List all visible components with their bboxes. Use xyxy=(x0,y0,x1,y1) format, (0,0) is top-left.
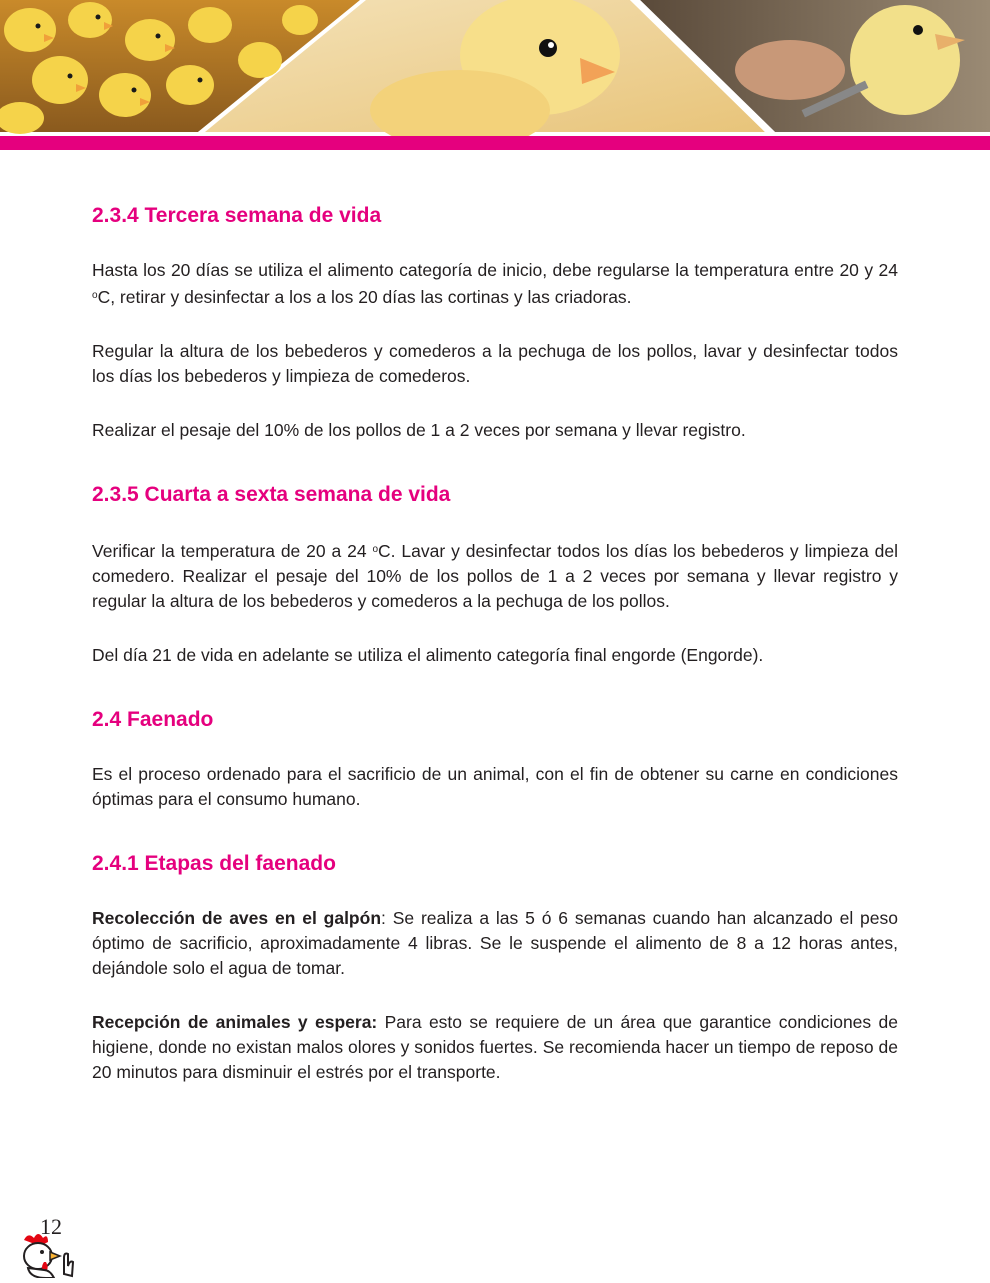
header-banner xyxy=(0,0,990,152)
paragraph xyxy=(92,906,898,981)
paragraph: Del día 21 de vida en adelante se utiliza el alimento categoría final engorde (Engorde). xyxy=(92,645,764,665)
section-heading-2-3-5: 2.3.5 Cuarta a sexta semana de vida xyxy=(92,483,451,506)
degree-sign: o xyxy=(92,290,98,301)
chicks-photo-banner xyxy=(0,0,990,152)
paragraph xyxy=(92,537,898,614)
paragraph xyxy=(92,258,898,310)
degree-sign: o xyxy=(372,544,379,555)
text-run: C. Lavar y desinfectar todos los días los bebederos y limpieza del comedero. Realizar el pesaje del 10% de los pollos de 1 a 2 veces por semana y llevar registro y regular la altura de los bebederos y comederos a la pechuga de los pollos. xyxy=(92,541,898,611)
section-heading-2-3-4: 2.3.4 Tercera semana de vida xyxy=(92,204,382,227)
paragraph: Regular la altura de los bebederos y comederos a la pechuga de los pollos, lavar y desinfectar todos los días los bebederos y limpieza de comederos. xyxy=(92,341,898,386)
section-heading-2-4-1: 2.4.1 Etapas del faenado xyxy=(92,852,336,875)
paragraph-lead: Recolección de aves en el galpón xyxy=(92,908,382,928)
text-run: Hasta los 20 días se utiliza el alimento categoría de inicio, debe regularse la temperatura entre 20 y 24 xyxy=(92,260,898,280)
paragraph-lead: Recepción de animales y espera: xyxy=(92,1012,378,1032)
paragraph: Es el proceso ordenado para el sacrificio de un animal, con el fin de obtener su carne en condiciones óptimas para el consumo humano. xyxy=(92,764,898,809)
text-run: Para esto se requiere de un área que garantice condiciones de higiene, donde no existan malos olores y sonidos fuertes. Se recomienda hacer un tiempo de reposo de 20 minutos para disminuir el estrés por el transporte. xyxy=(92,1012,898,1082)
rooster-mascot-icon xyxy=(10,1230,80,1283)
page-content xyxy=(92,196,898,1085)
text-run: C, retirar y desinfectar a los a los 20 días las cortinas y las criadoras. xyxy=(97,287,632,307)
text-run: Verificar la temperatura de 20 a 24 xyxy=(92,541,373,561)
paragraph: Realizar el pesaje del 10% de los pollos de 1 a 2 veces por semana y llevar registro. xyxy=(92,420,746,440)
page-number: 12 xyxy=(40,1214,62,1239)
text-run: : Se realiza a las 5 ó 6 semanas cuando han alcanzado el peso óptimo de sacrificio, aproximadamente 4 libras. Se le suspende el alimento de 8 a 12 horas antes, dejándole solo el agua de tomar. xyxy=(92,908,898,978)
section-heading-2-4: 2.4 Faenado xyxy=(92,708,214,731)
paragraph xyxy=(92,1010,898,1085)
